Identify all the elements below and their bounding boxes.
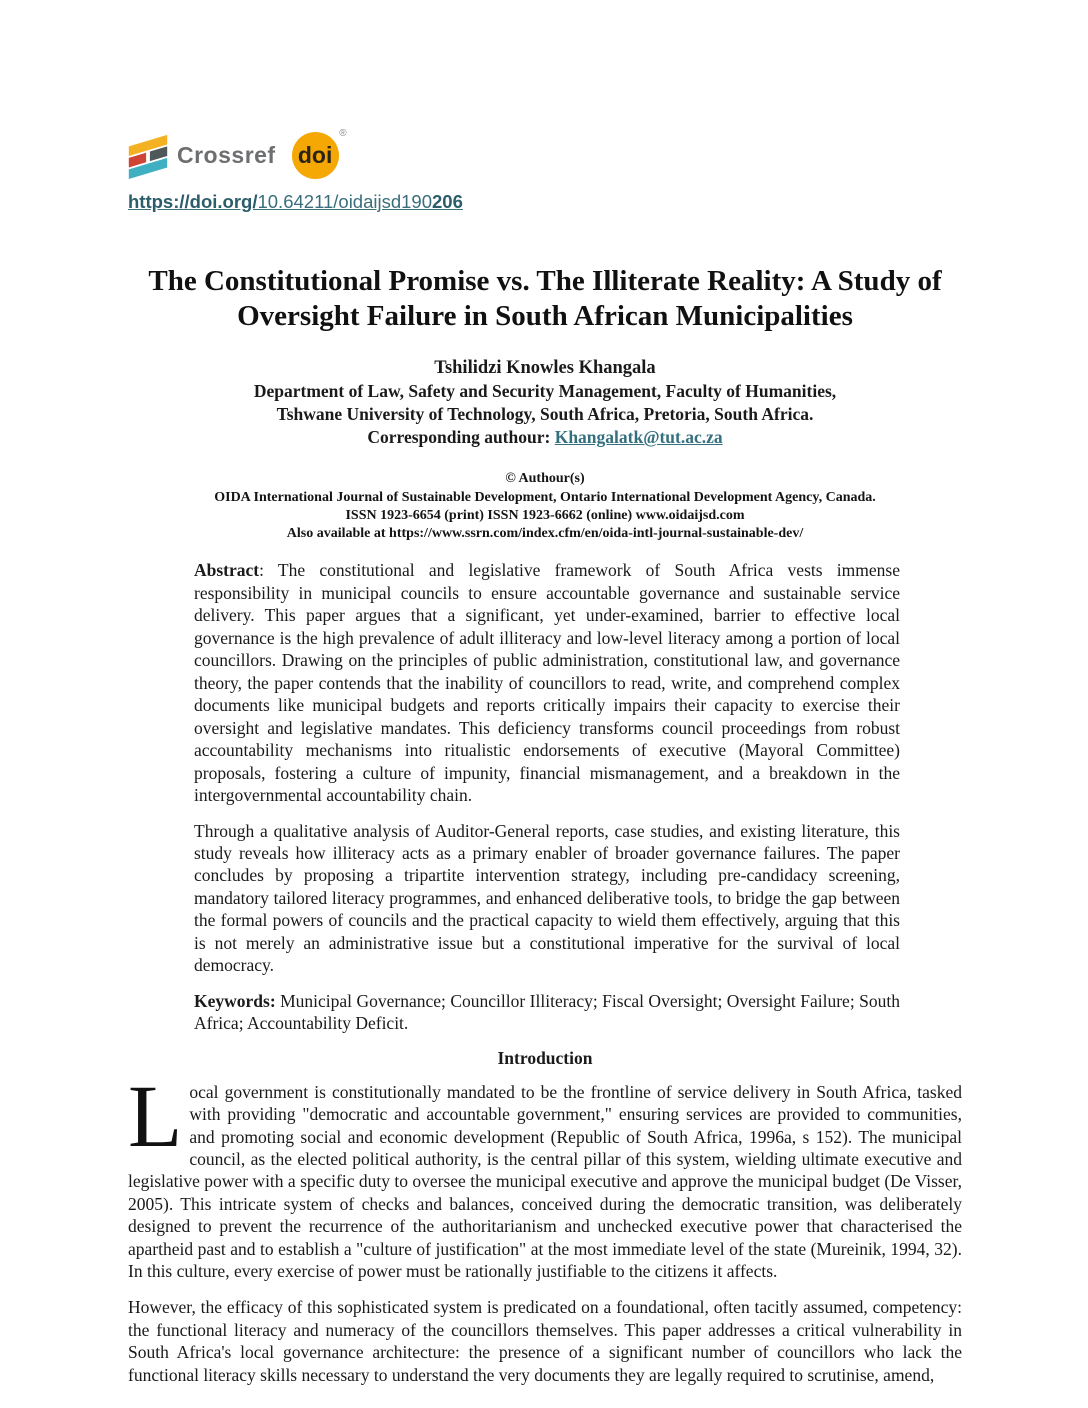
abstract-text-1: : The constitutional and legislative framework of South Africa vests immense responsibility in municipal councils to ensure accountable governance and sustainable service delivery. This paper argues that a significant, yet under-examined, barrier to effective local governance is the high prevalence of adult illiteracy and low-level literacy among a portion of local councillors. Drawing on the principles of public administration, constitutional law, and governance theory, the paper contends that the inability of councillors to read, write, and comprehend complex documents like municipal budgets and reports critically impairs their capacity to exercise their oversight and legislative mandates. This deficiency transforms council proceedings from robust accountability mechanisms into ritualistic endorsements of executive (Mayoral Committee) proposals, fostering a culture of impunity, financial mismanagement, and a breakdown in the intergovernmental accountability chain. — [194, 560, 900, 806]
journal-name-line: OIDA International Journal of Sustainable Development, Ontario International Development Agency, Canada. — [214, 489, 876, 505]
abstract-paragraph-1 — [194, 559, 900, 806]
corresponding-line — [128, 426, 962, 449]
title-line-2: Oversight Failure in South African Municipalities — [237, 300, 853, 333]
doi-url-middle: 10.64211/oidaijsd190 — [257, 191, 433, 212]
abstract-section — [128, 559, 962, 1035]
publisher-logos — [128, 127, 962, 180]
copyright-line: © Authour(s) — [505, 471, 585, 487]
abstract-label: Abstract — [194, 560, 260, 581]
introduction-heading: Introduction — [497, 1047, 593, 1068]
journal-imprint — [128, 470, 962, 543]
introduction-text-1: ocal government is constitutionally mandated to be the frontline of service delivery in South Africa, tasked with providing "democratic and accountable government," ensuring services are provided to communities, and promoting social and economic development (Republic of South Africa, 1996a, s 152). The municipal council, as the elected political authority, is the central pillar of this system, wielding ultimate executive and legislative power with a specific duty to oversee the municipal executive and approve the municipal budget (De Visser, 2005). This intricate system of checks and balances, conceived during the democratic transition, was deliberately designed to prevent the recurrence of the authoritarianism and unchecked executive power that characterised the apartheid past and to establish a "culture of justification" at the most immediate level of the state (Mureinik, 1994, 32). In this culture, every exercise of power must be rationally justifiable to the citizens it affects. — [128, 1081, 962, 1281]
doi-url-link[interactable] — [128, 191, 463, 212]
author-block — [128, 356, 962, 450]
registered-trademark-icon: ® — [339, 127, 347, 139]
keywords-text: Municipal Governance; Councillor Illiteracy; Fiscal Oversight; Oversight Failure; South Africa; Accountability Deficit. — [194, 990, 900, 1034]
dropcap-letter: L — [128, 1067, 183, 1166]
doi-url-suffix: 206 — [432, 191, 463, 212]
crossref-wordmark: Crossref — [177, 141, 276, 168]
doi-badge-icon: doi — [292, 132, 339, 179]
page-title — [128, 264, 962, 335]
doi-link-row — [128, 191, 962, 213]
corresponding-label: Corresponding authour: — [367, 427, 555, 448]
keywords-label: Keywords: — [194, 990, 276, 1011]
doi-logo — [292, 127, 347, 179]
ssrn-line: Also available at https://www.ssrn.com/index.cfm/en/oida-intl-journal-sustainable-dev/ — [286, 526, 804, 541]
author-name: Tshilidzi Knowles Khangala — [434, 357, 656, 378]
title-line-1: The Constitutional Promise vs. The Illiterate Reality: A Study of — [148, 265, 942, 297]
affiliation-line-1: Department of Law, Safety and Security Management, Faculty of Humanities, — [253, 381, 837, 402]
issn-line: ISSN 1923-6654 (print) ISSN 1923-6662 (online) www.oidaijsd.com — [345, 507, 745, 523]
crossref-logo — [128, 131, 276, 179]
doi-url-prefix: https://doi.org/ — [128, 191, 258, 212]
crossref-icon — [128, 131, 168, 179]
introduction-section — [128, 1048, 962, 1386]
keywords-paragraph — [194, 990, 900, 1035]
introduction-paragraph-2: However, the efficacy of this sophisticated system is predicated on a foundational, often tacitly assumed, competency: the functional literacy and numeracy of the councillors themselves. This paper addresses a critical vulnerability in South Africa's local governance architecture: the presence of a significant number of councillors who lack the functional literacy skills necessary to understand the very documents they are legally required to scrutinise, amend, — [128, 1297, 962, 1385]
affiliation-line-2: Tshwane University of Technology, South Africa, Pretoria, South Africa. — [276, 404, 814, 425]
corresponding-email-link[interactable]: Khangalatk@tut.ac.za — [554, 427, 723, 448]
introduction-paragraph-1 — [128, 1067, 962, 1283]
abstract-paragraph-2: Through a qualitative analysis of Auditor-General reports, case studies, and existing literature, this study reveals how illiteracy acts as a primary enabler of broader governance failures. The paper concludes by proposing a tripartite intervention strategy, including pre-candidacy screening, mandatory tailored literacy programmes, and enhanced deliberative tools, to bridge the gap between the formal powers of councils and the practical capacity to wield them effectively, arguing that this is not merely an administrative issue but a constitutional imperative for the survival of local democracy. — [194, 820, 900, 976]
